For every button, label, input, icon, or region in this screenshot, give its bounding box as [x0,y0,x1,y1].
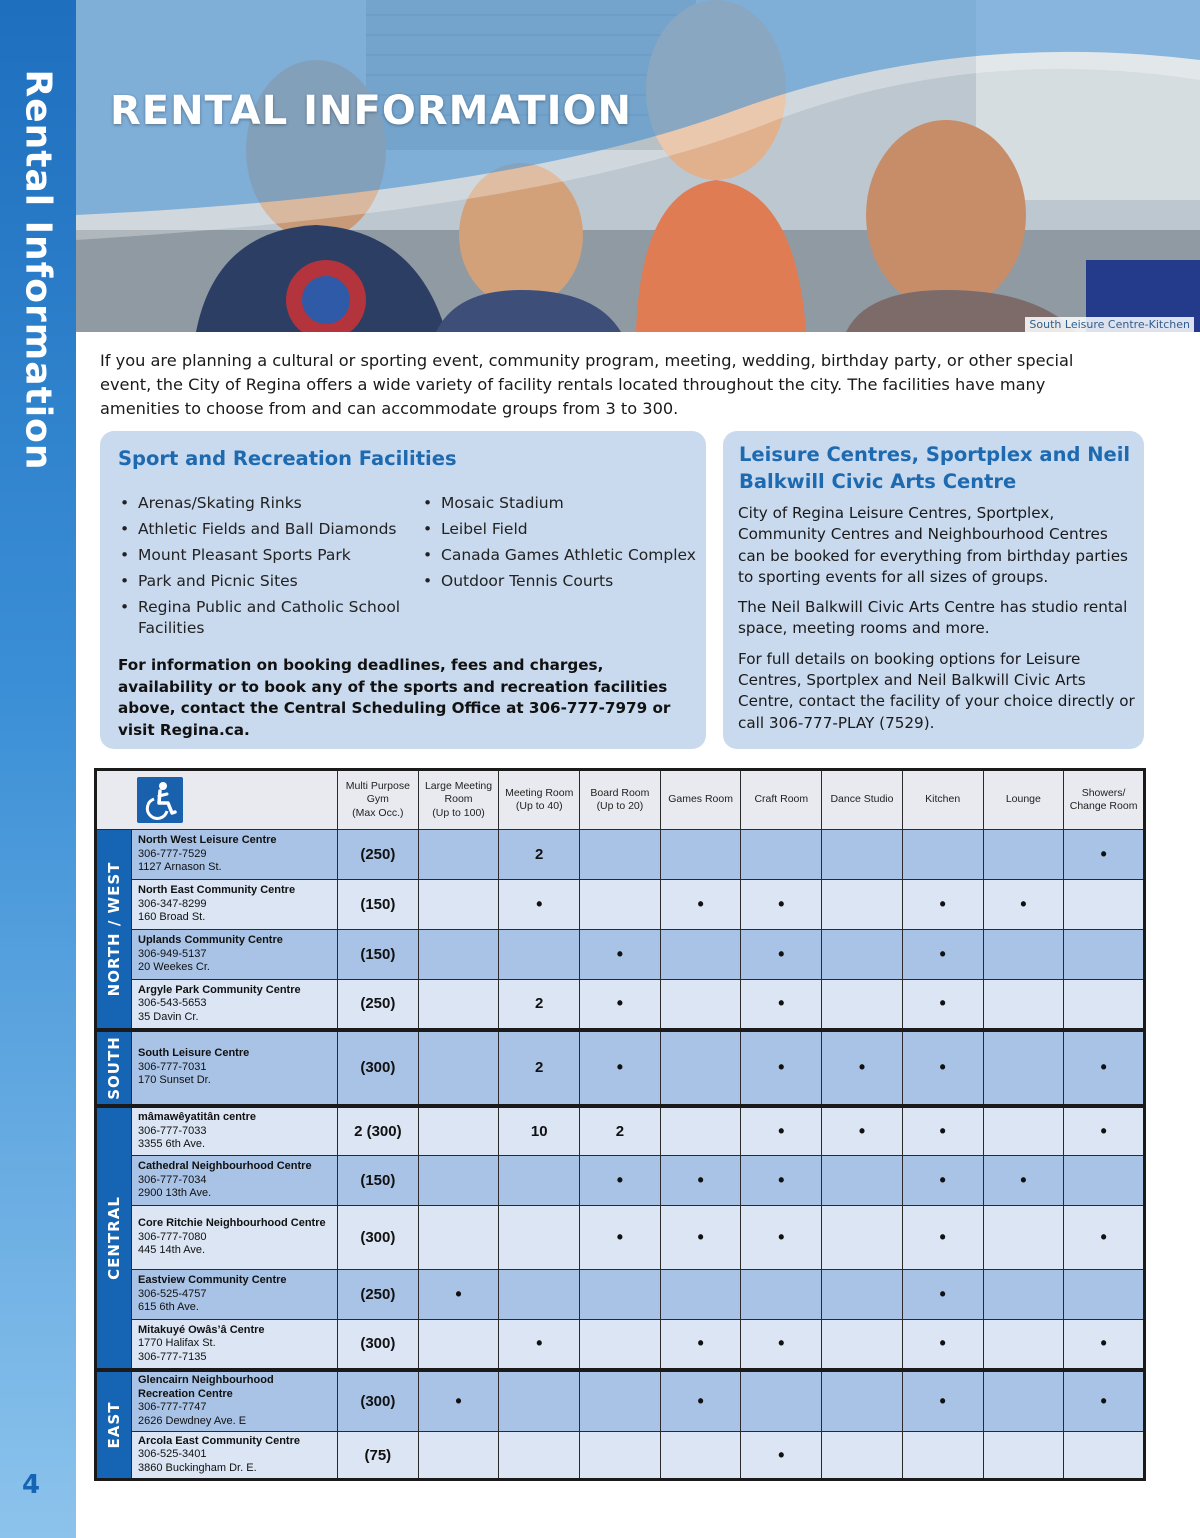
table-row [96,980,1145,1030]
hero-photo [76,0,1200,332]
facility-detail: 306-777-7080 [138,1230,207,1243]
amenity-cell: • [741,1432,822,1480]
photo-caption: South Leisure Centre-Kitchen [1025,317,1194,332]
facility-detail: 20 Weekes Cr. [138,961,210,974]
facility-info [132,930,338,980]
region-label: SOUTH [96,1030,132,1106]
list-item: • Athletic Fields and Ball Diamonds [118,519,408,540]
list-item: • Arenas/Skating Rinks [118,493,408,514]
column-header [1064,770,1145,830]
amenity-cell [660,1106,741,1156]
amenity-cell [983,1370,1064,1432]
amenity-cell [499,930,580,980]
amenity-cell: • [902,1030,983,1106]
amenity-cell [580,1270,661,1320]
amenity-cell: • [902,1370,983,1432]
table-row [96,880,1145,930]
column-header-line: Room [444,793,473,806]
facility-name: Mitakuyé Owâs’â Centre [138,1323,265,1336]
amenity-cell [418,1106,499,1156]
amenity-cell: • [902,1156,983,1206]
column-header-line: (Max Occ.) [352,806,404,819]
column-header [580,770,661,830]
facility-name: Eastview Community Centre [138,1274,287,1287]
column-header [338,770,419,830]
amenity-cell [902,1432,983,1480]
facility-detail: 306-949-5137 [138,947,207,960]
amenity-cell [418,980,499,1030]
amenity-cell: (300) [338,1206,419,1270]
facility-info [132,1320,338,1370]
amenity-cell: • [741,980,822,1030]
amenity-cell [822,1320,903,1370]
facility-info [132,1270,338,1320]
amenity-cell: • [1064,1106,1145,1156]
amenity-cell [499,1206,580,1270]
table-row [96,1432,1145,1480]
amenity-cell [580,1370,661,1432]
region-label: NORTH / WEST [96,830,132,1030]
facility-info [132,1370,338,1432]
column-header [499,770,580,830]
column-header-line: Large Meeting [424,779,493,792]
amenity-cell [822,1206,903,1270]
amenity-cell: 2 [580,1106,661,1156]
amenity-cell [499,1270,580,1320]
facility-detail: 2626 Dewdney Ave. E [138,1414,247,1427]
sport-facilities-heading: Sport and Recreation Facilities [118,447,457,470]
amenity-cell: • [1064,1320,1145,1370]
amenity-cell [418,930,499,980]
list-item: • Mount Pleasant Sports Park [118,545,408,566]
column-header-line: Craft Room [754,793,809,806]
amenity-cell: • [902,930,983,980]
column-header-line: (Up to 100) [432,806,485,819]
amenity-cell [580,1320,661,1370]
amenity-cell [983,980,1064,1030]
column-header-line: Showers/ [1081,786,1126,799]
amenity-cell [660,830,741,880]
facility-detail: 306-347-8299 [138,897,207,910]
table-row [96,1206,1145,1270]
amenity-cell: (150) [338,880,419,930]
amenity-cell: • [1064,830,1145,880]
table-row [96,830,1145,880]
facility-detail: 3355 6th Ave. [138,1138,206,1150]
facility-detail: 306-777-7034 [138,1173,207,1186]
region-label: EAST [96,1370,132,1480]
amenity-cell [580,1432,661,1480]
column-header [822,770,903,830]
amenity-cell [1064,880,1145,930]
table-row [96,1156,1145,1206]
amenity-cell: • [822,1106,903,1156]
amenity-cell: • [741,1156,822,1206]
facility-name: mâmawêyatitân centre [138,1111,256,1123]
amenity-cell [822,1156,903,1206]
amenity-cell: • [580,1030,661,1106]
facility-name: Cathedral Neighbourhood Centre [138,1160,312,1173]
amenity-cell: (300) [338,1320,419,1370]
sport-facilities-box [100,431,706,749]
amenity-cell [660,1270,741,1320]
facility-name: North East Community Centre [138,884,296,897]
amenity-cell: • [660,1370,741,1432]
amenity-cell: (300) [338,1370,419,1432]
accessibility-header [96,770,338,830]
facility-detail: 306-777-7135 [138,1350,207,1363]
list-item: • Regina Public and Catholic School Facilities [118,597,408,639]
hero-illustration [76,0,1200,332]
amenity-cell: • [983,1156,1064,1206]
amenity-cell: (75) [338,1432,419,1480]
amenity-cell [418,1432,499,1480]
amenity-cell: • [580,1206,661,1270]
facility-info [132,1030,338,1106]
amenity-cell: (250) [338,980,419,1030]
amenity-cell [1064,1432,1145,1480]
amenity-cell [1064,1156,1145,1206]
amenity-cell [983,1320,1064,1370]
amenity-cell [741,830,822,880]
amenity-cell [580,830,661,880]
intro-paragraph: If you are planning a cultural or sporting event, community program, meeting, wedding, birthday party, or other special event, the City of Regina offers a wide variety of facility rentals located throughout the city. The facilities have many amenities to choose from and can accommodate groups from 3 to 300. [100,351,1074,418]
amenity-cell [418,830,499,880]
amenity-cell [822,1270,903,1320]
table-row [96,1320,1145,1370]
amenity-cell [418,1156,499,1206]
amenity-cell [983,1432,1064,1480]
amenity-cell [418,880,499,930]
facility-detail: 306-777-7031 [138,1060,207,1073]
amenity-cell: • [902,1206,983,1270]
amenity-cell [499,1156,580,1206]
leisure-paragraph: For full details on booking options for Leisure Centres, Sportplex and Neil Balkwill Civic Arts Centre, contact the facility of your choice directly or call 306-777-PLAY (7529). [738,649,1135,732]
accessibility-icon [137,777,183,823]
amenity-cell [983,1106,1064,1156]
amenity-cell [822,1432,903,1480]
column-header [418,770,499,830]
facility-detail: 1770 Halifax St. [138,1337,216,1349]
amenity-cell: (250) [338,830,419,880]
list-item: • Mosaic Stadium [421,493,701,514]
amenity-cell: • [741,1030,822,1106]
facility-detail: 445 14th Ave. [138,1244,206,1257]
column-header [902,770,983,830]
sport-facilities-list-b [421,493,701,597]
column-header-line: Multi Purpose [345,779,410,792]
list-item: • Leibel Field [421,519,701,540]
facility-detail: 306-525-3401 [138,1448,207,1461]
list-item: • Outdoor Tennis Courts [421,571,701,592]
amenity-cell: 2 (300) [338,1106,419,1156]
amenity-cell: • [580,930,661,980]
facility-info [132,1206,338,1270]
amenity-cell [983,930,1064,980]
facility-info [132,1432,338,1480]
column-header-line: Meeting Room [505,786,574,799]
amenity-cell: (150) [338,930,419,980]
amenity-cell: (150) [338,1156,419,1206]
amenity-cell [822,1370,903,1432]
amenity-cell [1064,1270,1145,1320]
leisure-paragraph: The Neil Balkwill Civic Arts Centre has studio rental space, meeting rooms and more. [738,598,1128,638]
page-title: RENTAL INFORMATION [110,88,632,134]
table-row [96,930,1145,980]
amenity-cell: • [1064,1370,1145,1432]
amenity-cell [741,1370,822,1432]
amenity-cell: • [1064,1030,1145,1106]
facility-detail: 35 Davin Cr. [138,1010,199,1023]
booking-info: For information on booking deadlines, fees and charges, availability or to book any of the sports and recreation facilities above, contact the Central Scheduling Office at 306-777-7979 or visit Regina.ca. [118,656,671,739]
amenity-cell [741,1270,822,1320]
amenity-cell: • [499,880,580,930]
amenity-cell [983,1206,1064,1270]
amenity-cell: • [418,1270,499,1320]
table-row [96,1270,1145,1320]
facility-detail: 170 Sunset Dr. [138,1074,211,1087]
facility-detail: 306-777-7033 [138,1124,207,1137]
column-header-line: Games Room [668,793,733,806]
facility-info [132,830,338,880]
facility-name: South Leisure Centre [138,1047,250,1060]
amenity-cell: • [580,1156,661,1206]
amenity-cell: • [822,1030,903,1106]
amenity-cell: • [741,1106,822,1156]
amenity-cell [983,830,1064,880]
amenity-cell [580,880,661,930]
facility-info [132,880,338,930]
amenity-cell: • [902,1106,983,1156]
amenity-cell [822,930,903,980]
column-header-line: Change Room [1069,800,1138,812]
amenity-cell [660,980,741,1030]
amenity-cell: • [902,880,983,930]
column-header-line: Dance Studio [830,793,894,806]
leisure-centres-heading: Leisure Centres, Sportplex and Neil Balkwill Civic Arts Centre [739,443,1131,493]
leisure-paragraph: City of Regina Leisure Centres, Sportplex, Community Centres and Neighbourhood Centres can be booked for everything from birthday parties to sporting events for all sizes of groups. [738,504,1128,586]
amenity-cell [1064,930,1145,980]
table-row [96,1370,1145,1432]
amenity-cell: • [741,930,822,980]
amenity-cell: (300) [338,1030,419,1106]
leisure-centres-text [738,503,1138,743]
facility-detail: 306-777-7529 [138,847,207,860]
amenity-cell [418,1206,499,1270]
amenity-cell: • [902,1270,983,1320]
amenity-cell: • [660,1156,741,1206]
amenity-cell [660,1030,741,1106]
amenity-cell: • [660,880,741,930]
amenity-cell: 2 [499,830,580,880]
sidebar-title: Rental Information [17,69,59,471]
facility-name: Glencairn Neighbourhood Recreation Centre [138,1374,274,1400]
facility-name: Uplands Community Centre [138,934,283,947]
column-header [741,770,822,830]
amenity-cell: • [660,1320,741,1370]
amenity-cell: • [660,1206,741,1270]
facility-info [132,980,338,1030]
amenity-cell [418,1030,499,1106]
table-row [96,1106,1145,1156]
amenity-cell: • [902,980,983,1030]
amenity-cell: • [741,1320,822,1370]
amenity-cell: • [741,880,822,930]
amenity-cell [499,1432,580,1480]
amenity-cell [822,830,903,880]
column-header-line: Board Room [590,786,650,799]
table-header-row [96,770,1145,830]
amenity-cell: • [741,1206,822,1270]
amenity-cell [822,980,903,1030]
amenity-cell: • [499,1320,580,1370]
amenity-cell: • [580,980,661,1030]
column-header-line: (Up to 40) [515,800,563,812]
amenity-cell [418,1320,499,1370]
facility-name: Core Ritchie Neighbourhood Centre [138,1217,326,1230]
facility-info [132,1106,338,1156]
amenity-cell: 10 [499,1106,580,1156]
amenity-cell: • [902,1320,983,1370]
amenity-cell [902,830,983,880]
facility-detail: 2900 13th Ave. [138,1187,212,1200]
leisure-centres-box [723,431,1144,749]
amenity-cell [499,1370,580,1432]
amenity-cell [983,1030,1064,1106]
amenity-cell: • [983,880,1064,930]
column-header-line: Kitchen [925,793,961,806]
list-item: • Canada Games Athletic Complex [421,545,701,566]
amenity-cell: • [418,1370,499,1432]
list-item: • Park and Picnic Sites [118,571,408,592]
amenity-cell [822,880,903,930]
column-header [983,770,1064,830]
column-header [660,770,741,830]
sport-facilities-list-a [118,493,408,644]
column-header-line: Lounge [1005,793,1041,806]
table-row [96,1030,1145,1106]
facility-amenities-table [94,768,1146,1481]
facility-name: North West Leisure Centre [138,834,277,847]
facility-detail: 306-525-4757 [138,1287,207,1300]
facility-detail: 306-777-7747 [138,1401,207,1414]
facility-name: Argyle Park Community Centre [138,983,301,996]
page-number: 4 [22,1470,41,1500]
facility-name: Arcola East Community Centre [138,1434,300,1447]
facility-info [132,1156,338,1206]
region-label: CENTRAL [96,1106,132,1370]
amenity-cell [660,930,741,980]
amenity-cell: (250) [338,1270,419,1320]
amenity-cell [983,1270,1064,1320]
amenity-cell: • [1064,1206,1145,1270]
amenity-cell: 2 [499,1030,580,1106]
facility-detail: 306-543-5653 [138,997,207,1009]
facility-detail: 615 6th Ave. [138,1301,199,1314]
column-header-line: Gym [366,793,389,806]
amenity-cell [1064,980,1145,1030]
amenity-cell [660,1432,741,1480]
facility-detail: 3860 Buckingham Dr. E. [138,1461,257,1474]
column-header-line: (Up to 20) [596,800,644,812]
facility-detail: 1127 Arnason St. [138,861,222,874]
facility-detail: 160 Broad St. [138,911,206,924]
amenity-cell: 2 [499,980,580,1030]
